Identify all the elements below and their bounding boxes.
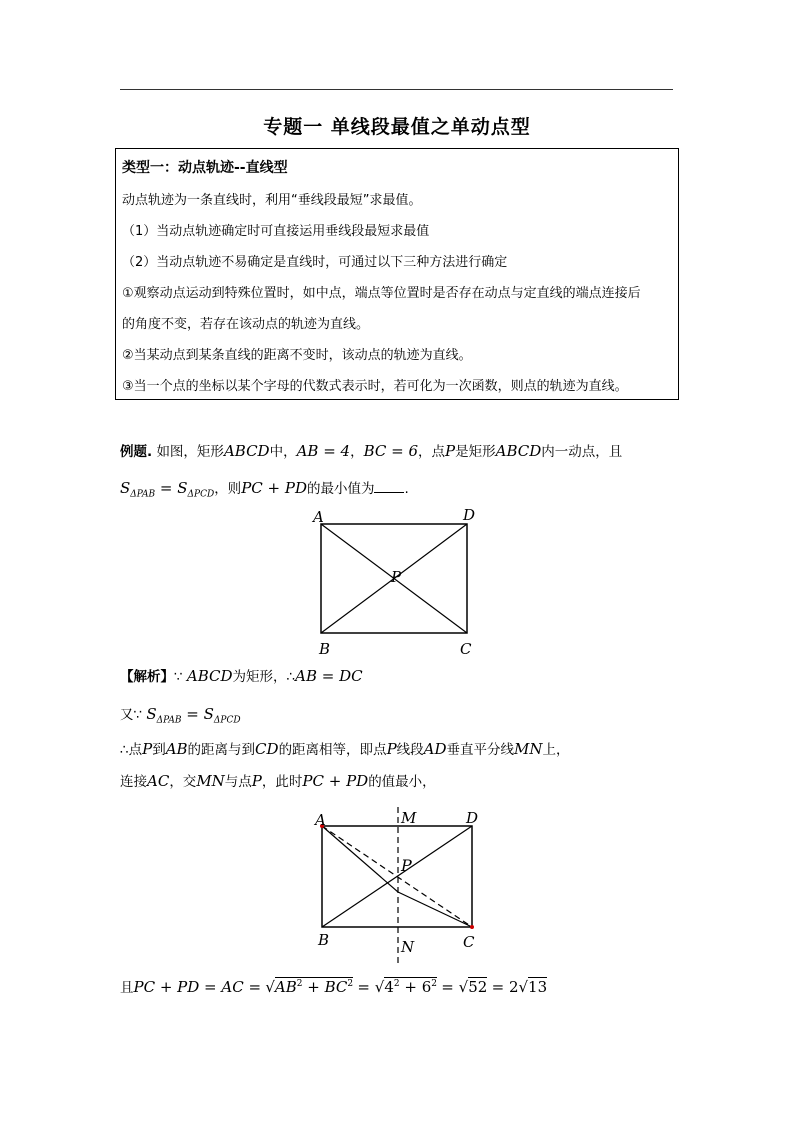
label-c: C [460, 640, 472, 658]
example-line-2: $S_{\Delta PAB} = S_{\Delta PCD}$，则PC + PD的最小值为 . [120, 479, 409, 500]
example-line-1: 例题. 如图，矩形ABCD中，AB = 4，BC = 6，点P是矩形ABCD内一动点，且 [120, 442, 623, 460]
label-m: M [401, 809, 417, 827]
radical-4: 2√13 [508, 978, 548, 996]
solution-line-1: 【解析】∵ ABCD为矩形，∴AB = DC [120, 667, 363, 685]
label-b: B [318, 931, 330, 949]
radical-2: $√4^2 + 6^2$ [374, 978, 437, 996]
page-title: 专题一 单线段最值之单动点型 [263, 116, 531, 138]
box-line: ①观察动点运动到特殊位置时，如中点，端点等位置时是否存在动点与定直线的端点连接后 [122, 286, 641, 301]
label-b: B [319, 640, 331, 658]
label-p: P [391, 568, 402, 586]
solution-line-3: ∴点P到AB的距离与到CD的距离相等，即点P线段AD垂直平分线MN上， [120, 740, 570, 758]
solution-line-4: 连接AC，交MN与点P，此时PC + PD的值最小， [120, 772, 436, 790]
top-rule [120, 89, 673, 90]
label-a: A [315, 811, 326, 829]
box-line: 动点轨迹为一条直线时，利用“垂线段最短”求最值。 [122, 193, 422, 208]
box-line: （1）当动点轨迹确定时可直接运用垂线段最短求最值 [122, 224, 430, 239]
segment-pc [398, 892, 472, 927]
box-line: 的角度不变，若存在该动点的轨迹为直线。 [122, 317, 370, 332]
answer-blank [374, 480, 404, 493]
label-n: N [401, 938, 415, 956]
label-c: C [463, 933, 475, 951]
segment-pa [322, 826, 398, 892]
solution-final-line: 且PC + PD = AC = $√AB^2 + BC^2 = √4^2 + 6^2 = √52 = 2√13$ [120, 978, 548, 996]
solution-line-2: 又∵ $S_{\Delta PAB} = S_{\Delta PCD}$ [120, 705, 241, 726]
radical-3: √52 [458, 978, 488, 996]
box-line: ②当某动点到某条直线的距离不变时，该动点的轨迹为直线。 [122, 348, 472, 363]
box-line: （2）当动点轨迹不易确定是直线时，可通过以下三种方法进行确定 [122, 255, 508, 270]
rectangle-figure-1 [308, 502, 488, 660]
radical-1: $√AB^2 + BC^2$ [265, 978, 354, 996]
label-d: D [466, 809, 479, 827]
point-c [470, 925, 474, 929]
example-label: 例题. [120, 444, 153, 460]
box-line: ③当一个点的坐标以某个字母的代数式表示时，若可化为一次函数，则点的轨迹为直线。 [122, 379, 628, 394]
label-p: P [401, 856, 412, 875]
solution-label: 【解析】 [120, 669, 174, 685]
rectangle-figure-2 [308, 803, 498, 968]
type-summary-box [115, 148, 679, 400]
label-d: D [463, 506, 476, 524]
box-heading: 类型一：动点轨迹--直线型 [122, 160, 288, 176]
label-a: A [313, 508, 324, 526]
